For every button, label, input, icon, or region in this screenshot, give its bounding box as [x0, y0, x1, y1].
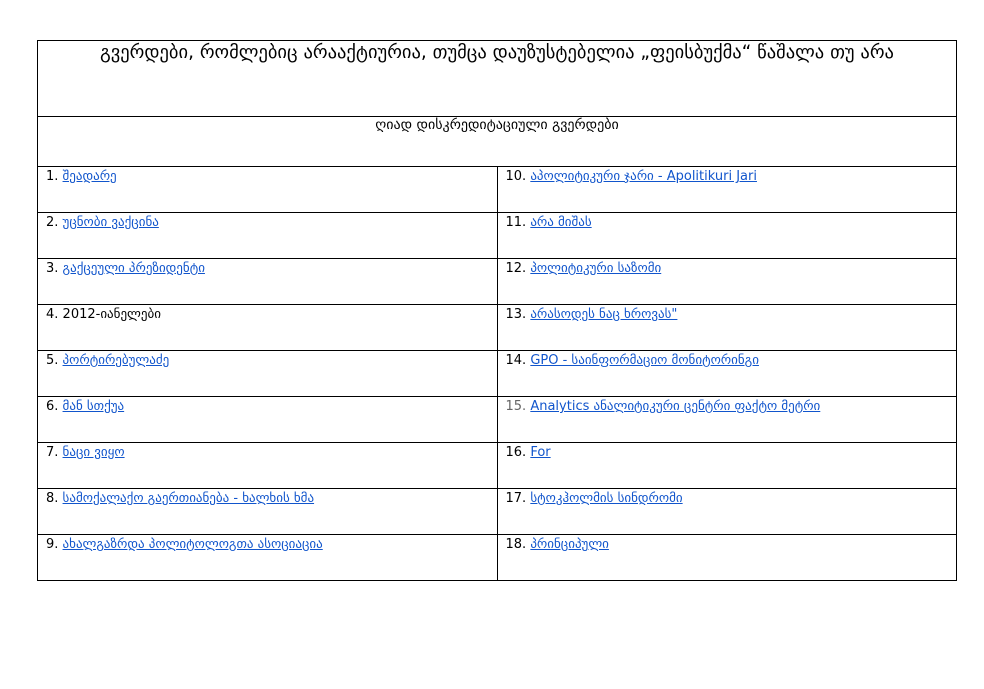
item-number: 4.: [46, 307, 59, 322]
item-number: 3.: [46, 261, 59, 276]
table-subtitle: ღიად დისკრედიტაციული გვერდები: [38, 117, 957, 167]
table-row: [38, 305, 957, 351]
item-number: 15.: [505, 399, 527, 414]
item-number: 9.: [46, 537, 59, 552]
item-number: 1.: [46, 169, 59, 184]
page-link[interactable]: ახალგაზრდა პოლიტოლოგთა ასოციაცია: [62, 537, 323, 552]
page-cell: [497, 535, 957, 581]
item-number: 2.: [46, 215, 59, 230]
page-link[interactable]: პოლიტიკური საზომი: [530, 261, 662, 276]
page-link[interactable]: პორტირებულაძე: [62, 353, 170, 368]
item-number: 5.: [46, 353, 59, 368]
page-cell: [38, 167, 498, 213]
page-link[interactable]: არა მიშას: [530, 215, 592, 230]
table-body: [38, 41, 957, 581]
page-cell: [38, 213, 498, 259]
page-cell: [38, 259, 498, 305]
pages-table: [37, 40, 957, 581]
page-cell: [497, 351, 957, 397]
page-cell: [38, 397, 498, 443]
page-link[interactable]: სამოქალაქო გაერთიანება - ხალხის ხმა: [62, 491, 315, 506]
table-row: [38, 259, 957, 305]
page-cell: [38, 351, 498, 397]
page-cell: [497, 259, 957, 305]
table-title: გვერდები, რომლებიც არააქტიურია, თუმცა დაუზუსტებელია „ფეისბუქმა“ წაშალა თუ არა: [38, 41, 957, 117]
page-cell: [497, 305, 957, 351]
page-link[interactable]: მან სთქუა: [62, 399, 125, 414]
table-row: [38, 489, 957, 535]
table-row: [38, 535, 957, 581]
page-cell: [497, 397, 957, 443]
page-link[interactable]: აპოლიტიკური ჯარი - Apolitikuri Jari: [530, 169, 757, 184]
page-link[interactable]: GPO - საინფორმაციო მონიტორინგი: [530, 353, 759, 368]
item-number: 6.: [46, 399, 59, 414]
table-row: [38, 213, 957, 259]
title-row: [38, 41, 957, 117]
item-number: 11.: [505, 215, 527, 230]
page-link[interactable]: სტოკჰოლმის სინდრომი: [530, 491, 683, 506]
page-cell: [38, 489, 498, 535]
item-number: 13.: [505, 307, 527, 322]
table-row: [38, 443, 957, 489]
page-link[interactable]: For: [530, 445, 551, 460]
page-link[interactable]: შეადარე: [62, 169, 117, 184]
page-link[interactable]: არასოდეს ნაც ხროვას": [530, 307, 678, 322]
item-number: 14.: [505, 353, 527, 368]
page-cell: [38, 535, 498, 581]
item-number: 8.: [46, 491, 59, 506]
item-number: 16.: [505, 445, 527, 460]
item-number: 7.: [46, 445, 59, 460]
item-number: 12.: [505, 261, 527, 276]
table-row: [38, 351, 957, 397]
table-row: [38, 397, 957, 443]
page-cell: [38, 443, 498, 489]
page-link[interactable]: გაქცეული პრეზიდენტი: [62, 261, 205, 276]
table-row: [38, 167, 957, 213]
page-link[interactable]: Analytics ანალიტიკური ცენტრი ფაქტო მეტრი: [530, 399, 821, 414]
page-link[interactable]: უცნობი ვაქცინა: [62, 215, 159, 230]
page-link[interactable]: პრინციპული: [530, 537, 609, 552]
subtitle-row: [38, 117, 957, 167]
page-name: 2012-იანელები: [62, 307, 161, 322]
page-link[interactable]: ნაცი ვიყო: [62, 445, 125, 460]
page-cell: [497, 443, 957, 489]
item-number: 17.: [505, 491, 527, 506]
item-number: 18.: [505, 537, 527, 552]
page-cell: [497, 489, 957, 535]
page-cell: [497, 167, 957, 213]
page-cell: [38, 305, 498, 351]
item-number: 10.: [505, 169, 527, 184]
page-cell: [497, 213, 957, 259]
